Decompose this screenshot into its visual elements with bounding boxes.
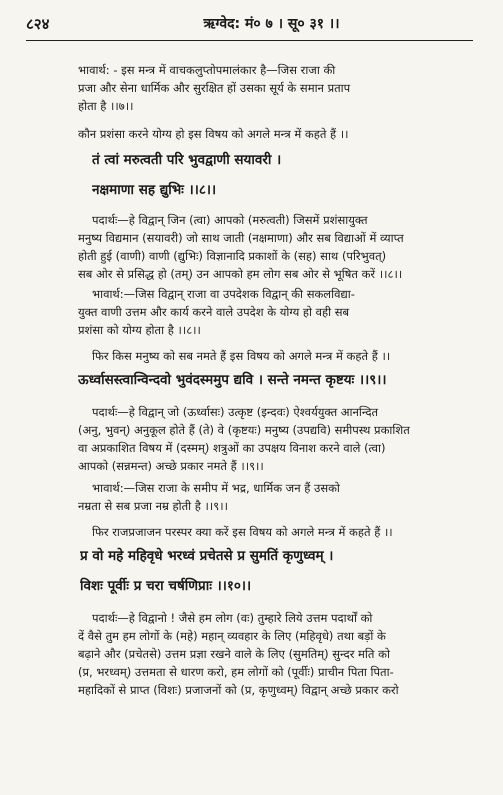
text-line: युक्त वाणी उत्तम और कार्य करने वाले उपदेश के योग्य हो वही सब [78,305,350,319]
text-line: होता है ।।७।। [78,99,134,113]
mantra-line: विशः पूर्वीः प्र चरा चर्षणिप्राः ।।१०।। [80,578,252,594]
text-line: मनुष्य विद्यमान (सयावरी) जो साथ जाती (नक्षमाणा) और सब विद्याओं में व्याप्त [78,231,404,245]
text-line: प्रशंसा को योग्य होता है ।।८।। [78,323,201,337]
mantra-line: ऊर्ध्वासस्त्वान्विन्दवो भुवंदस्ममुप द्यवि । सन्ते नमन्त कृष्टयः ।।९।। [78,372,387,388]
mantra-line: तं त्वां मरुत्वती परि भुवद्वाणी सयावरी । [92,152,282,168]
text-line: आपको (सन्नमन्त) अच्छे प्रकार नमते हैं ।।९।। [78,459,264,473]
text-line: भावार्थ: - इस मन्त्र में वाचकलुप्तोपमालंकार है—जिस राजा की [78,63,336,77]
text-line: (प्र, भरध्वम्) उत्तमता से धारण करो, हम लोगों को (पूर्वीः) प्राचीन पिता पिता- [78,665,394,679]
text-line: सब ओर से प्रसिद्ध हो (तम्) उन आपको हम लोग सब ओर से भूषित करें ।।८।। [78,267,403,281]
text-line: नम्रता से सब प्रजा नम्र होती है ।।९।। [78,499,228,513]
text-line: भावार्थ:—जिस विद्वान् राजा वा उपदेशक विद्वान् की सकलविद्या- [92,287,355,301]
text-line: पदार्थः—हे विद्वानो ! जैसे हम लोग (वः) तुम्हारे लिये उत्तम पदार्थों को [92,611,373,625]
text-line: पदार्थः—हे विद्वान् जो (ऊर्ध्वासः) उत्कृष्ट (इन्दवः) ऐश्वर्ययुक्त आनन्दित [92,405,379,419]
text-line: दें वैसे तुम हम लोगों के (महे) महान् व्यवहार के लिए (महिवृधे) तथा बड़ों के [78,629,386,643]
text-line: पदार्थः—हे विद्वान् जिन (त्वा) आपको (मरुत्वती) जिसमें प्रशंसायुक्त [92,213,368,227]
text-line: वा अप्रकाशित विषय में (दस्मम्) शत्रुओं का उपक्षय विनाश करने वाले (त्वा) [78,441,386,455]
running-title: ऋग्वेद: मं० ७ । सू० ३१ ।। [203,16,340,32]
mantra-line: नक्षमाणा सह द्युभिः ।।८।। [92,182,217,198]
text-line: कौन प्रशंसा करने योग्य हो इस विषय को अगले मन्त्र में कहते हैं ।। [78,127,349,141]
text-line: होती हुई (वाणी) वाणी (द्युभिः) विज्ञानादि प्रकाशों के (सह) साथ (परिभुवत्) [78,249,387,263]
text-line: बढ़ाने और (प्रचेतसे) उत्तम प्रज्ञा रखने वाले के लिए (सुमतिम्) सुन्दर मति को [78,647,390,661]
text-line: फिर राजप्रजाजन परस्पर क्या करें इस विषय को अगले मन्त्र में कहते हैं ।। [92,525,393,539]
mantra-line: प्र वो महे महिवृधे भरध्वं प्रचेतसे प्र सुमतिं कृणुध्वम् । [80,548,334,564]
text-line: (अनु, भुवन्) अनुकूल होते हैं (ते) वे (कृष्टयः) मनुष्य (उपद्यवि) समीपस्थ प्रकाशित [78,423,410,437]
page-number: ८२४ [26,15,50,33]
header-rule [26,40,473,41]
text-line: फिर किस मनुष्य को सब नमते हैं इस विषय को अगले मन्त्र में कहते हैं ।। [92,349,391,363]
page-header [26,14,473,36]
text-line: प्रजा और सेना धार्मिक और सुरक्षित हों उसका सूर्य के समान प्रताप [78,81,351,95]
text-line: भावार्थ:—जिस राजा के समीप में भद्र, धार्मिक जन हैं उसको [92,481,340,495]
text-line: महादिकों से प्राप्त (विशः) प्रजाजनों को (प्र, कृणुध्वम्) विद्वान् अच्छे प्रकार करो [78,683,399,697]
